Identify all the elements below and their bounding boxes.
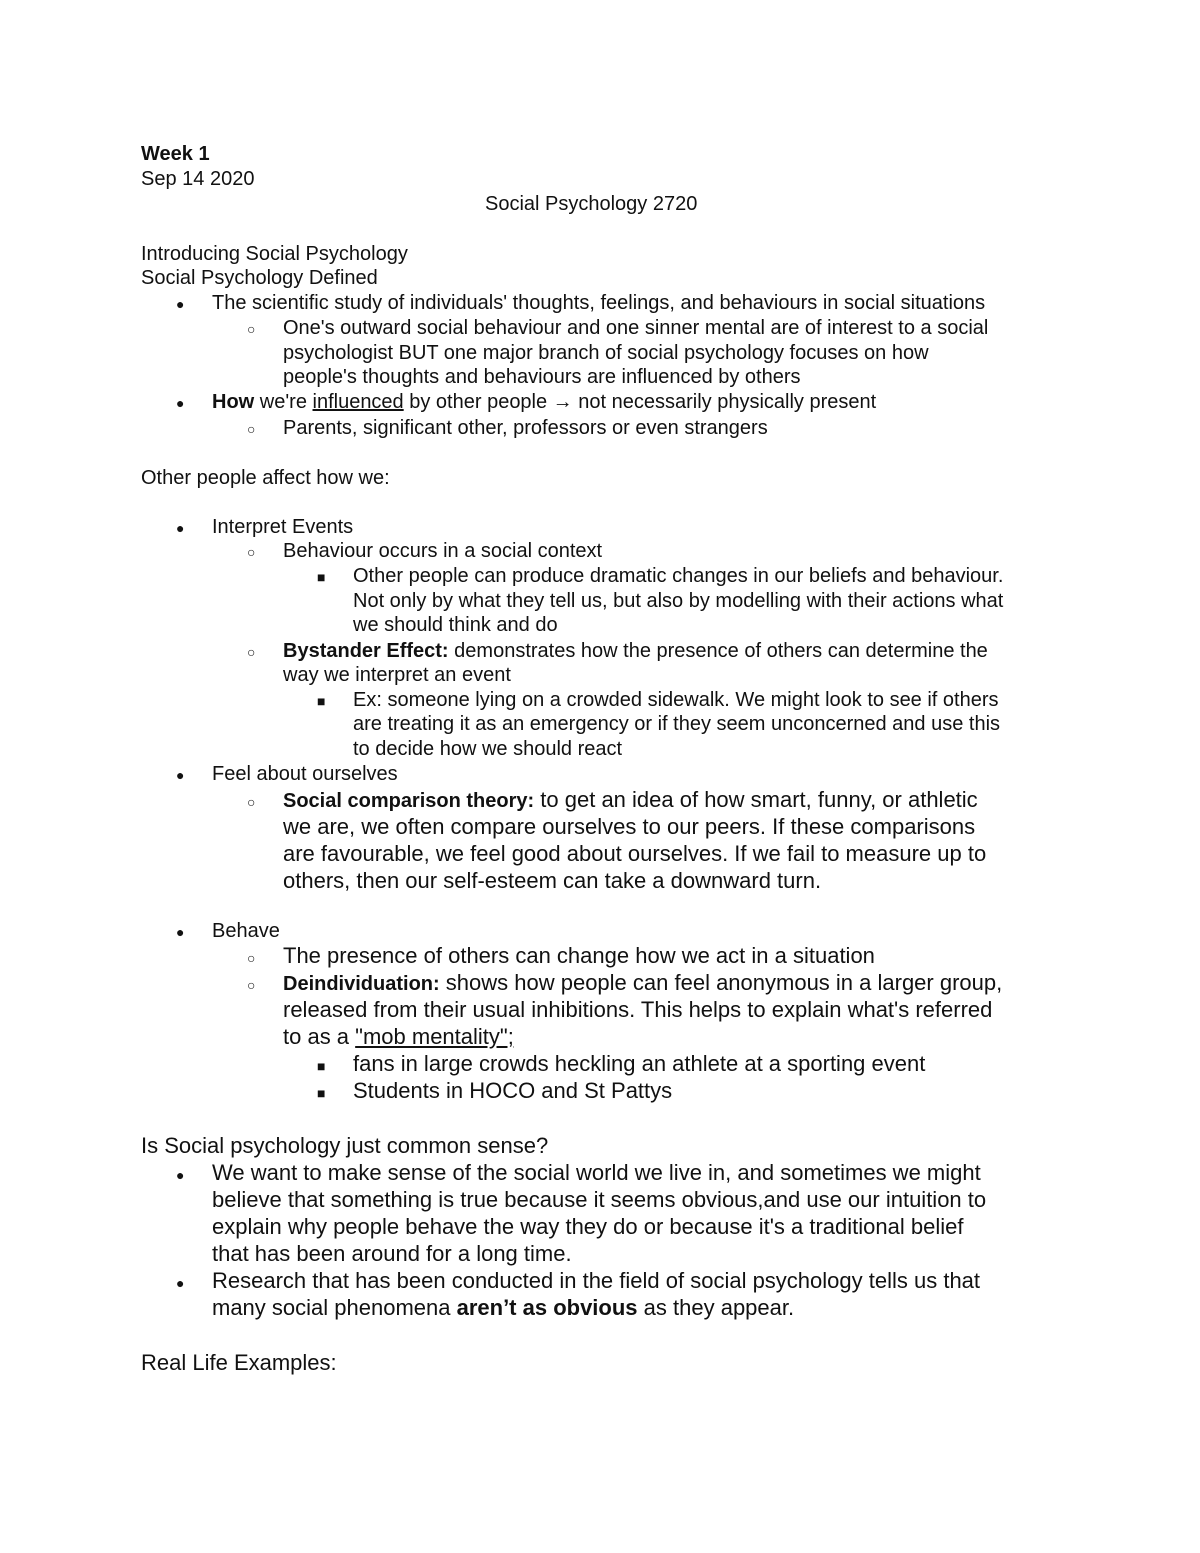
text-fragment: as they appear. bbox=[637, 1295, 795, 1320]
feel-about-ourselves-bullet: Feel about ourselves bbox=[212, 763, 398, 785]
text-fragment: to as a bbox=[283, 1024, 356, 1049]
definition-sub-line: One's outward social behaviour and one sinner mental are of interest to a social bbox=[283, 317, 989, 339]
common-sense-line: that has been around for a long time. bbox=[212, 1241, 572, 1266]
social-context-sub: Behaviour occurs in a social context bbox=[283, 540, 603, 562]
example-line: Ex: someone lying on a crowded sidewalk. We might look to see if others bbox=[353, 689, 999, 711]
interpret-events-bullet: Interpret Events bbox=[212, 516, 354, 538]
definition-bullet: The scientific study of individuals' thoughts, feelings, and behaviours in social situations bbox=[212, 292, 986, 314]
text-fragment: to get an idea of how smart, funny, or athletic bbox=[534, 787, 978, 812]
research-line bbox=[212, 1294, 794, 1321]
deindividuation-line bbox=[283, 1023, 514, 1050]
behave-bullet: Behave bbox=[212, 920, 280, 942]
comparison-line: others, then our self-esteem can take a downward turn. bbox=[283, 868, 822, 893]
detail-line: Other people can produce dramatic changes in our beliefs and behaviour. bbox=[353, 565, 1004, 587]
bullet-square-icon: ■ bbox=[317, 1085, 326, 1101]
text-fragment: many social phenomena bbox=[212, 1295, 457, 1320]
bullet-circle-icon: ○ bbox=[247, 950, 256, 966]
comparison-line: are favourable, we feel good about ourselves. If we fail to measure up to bbox=[283, 841, 987, 866]
crowd-example: fans in large crowds heckling an athlete at a sporting event bbox=[353, 1051, 926, 1076]
definition-sub-line: people's thoughts and behaviours are influenced by others bbox=[283, 366, 801, 388]
course-title: Social Psychology 2720 bbox=[485, 193, 698, 215]
influenced-underlined: influenced bbox=[312, 391, 404, 413]
common-sense-line: believe that something is true because it seems obvious,and use our intuition to bbox=[212, 1187, 987, 1212]
text-fragment: demonstrates how the presence of others can determine the bbox=[448, 640, 988, 662]
common-sense-line: explain why people behave the way they do or because it's a traditional belief bbox=[212, 1214, 964, 1239]
bullet-circle-icon: ○ bbox=[247, 794, 256, 810]
bullet-disc-icon: ● bbox=[176, 1167, 185, 1183]
how-bold: How bbox=[212, 391, 255, 413]
social-comparison-sub bbox=[283, 786, 978, 815]
bystander-line: way we interpret an event bbox=[283, 664, 511, 686]
text-fragment: shows how people can feel anonymous in a larger group, bbox=[439, 970, 1003, 995]
mob-mentality-underlined: "mob mentality"; bbox=[355, 1024, 514, 1049]
bullet-disc-icon: ● bbox=[176, 767, 185, 783]
bullet-square-icon: ■ bbox=[317, 569, 326, 585]
influence-sub: Parents, significant other, professors or even strangers bbox=[283, 417, 768, 439]
common-sense-line: We want to make sense of the social world we live in, and sometimes we might bbox=[212, 1160, 981, 1185]
definition-sub-line: psychologist BUT one major branch of social psychology focuses on how bbox=[283, 342, 929, 364]
obvious-bold: aren’t as obvious bbox=[456, 1295, 638, 1320]
real-life-heading: Real Life Examples: bbox=[141, 1350, 337, 1375]
common-sense-heading: Is Social psychology just common sense? bbox=[141, 1133, 549, 1158]
bullet-square-icon: ■ bbox=[317, 1058, 326, 1074]
detail-line: we should think and do bbox=[353, 614, 558, 636]
bullet-disc-icon: ● bbox=[176, 520, 185, 536]
text-fragment: by other people → not necessarily physically present bbox=[403, 391, 877, 413]
bullet-circle-icon: ○ bbox=[247, 321, 256, 337]
presence-sub: The presence of others can change how we act in a situation bbox=[283, 943, 875, 968]
bullet-circle-icon: ○ bbox=[247, 544, 256, 560]
bullet-circle-icon: ○ bbox=[247, 977, 256, 993]
bullet-disc-icon: ● bbox=[176, 1275, 185, 1291]
deindividuation-sub bbox=[283, 969, 1002, 998]
detail-line: Not only by what they tell us, but also by modelling with their actions what bbox=[353, 590, 1004, 612]
deindividuation-term: Deindividuation: bbox=[283, 973, 440, 995]
bullet-disc-icon: ● bbox=[176, 296, 185, 312]
social-comparison-term: Social comparison theory: bbox=[283, 790, 535, 812]
affect-heading: Other people affect how we: bbox=[141, 467, 390, 489]
example-line: are treating it as an emergency or if they seem unconcerned and use this bbox=[353, 713, 1001, 735]
example-line: to decide how we should react bbox=[353, 738, 623, 760]
bullet-square-icon: ■ bbox=[317, 693, 326, 709]
comparison-line: we are, we often compare ourselves to our peers. If these comparisons bbox=[283, 814, 976, 839]
bystander-effect-sub bbox=[283, 639, 988, 663]
bullet-disc-icon: ● bbox=[176, 395, 185, 411]
bullet-circle-icon: ○ bbox=[247, 421, 256, 437]
text-fragment: we're bbox=[254, 391, 313, 413]
research-line: Research that has been conducted in the field of social psychology tells us that bbox=[212, 1268, 981, 1293]
influence-bullet bbox=[212, 390, 876, 414]
week-title: Week 1 bbox=[141, 143, 210, 165]
date: Sep 14 2020 bbox=[141, 168, 255, 190]
bullet-disc-icon: ● bbox=[176, 924, 185, 940]
intro-subheading: Social Psychology Defined bbox=[141, 267, 378, 289]
intro-heading: Introducing Social Psychology bbox=[141, 243, 408, 265]
bystander-term: Bystander Effect: bbox=[283, 640, 449, 662]
crowd-example: Students in HOCO and St Pattys bbox=[353, 1078, 673, 1103]
deindividuation-line: released from their usual inhibitions. This helps to explain what's referred bbox=[283, 997, 993, 1022]
bullet-circle-icon: ○ bbox=[247, 644, 256, 660]
